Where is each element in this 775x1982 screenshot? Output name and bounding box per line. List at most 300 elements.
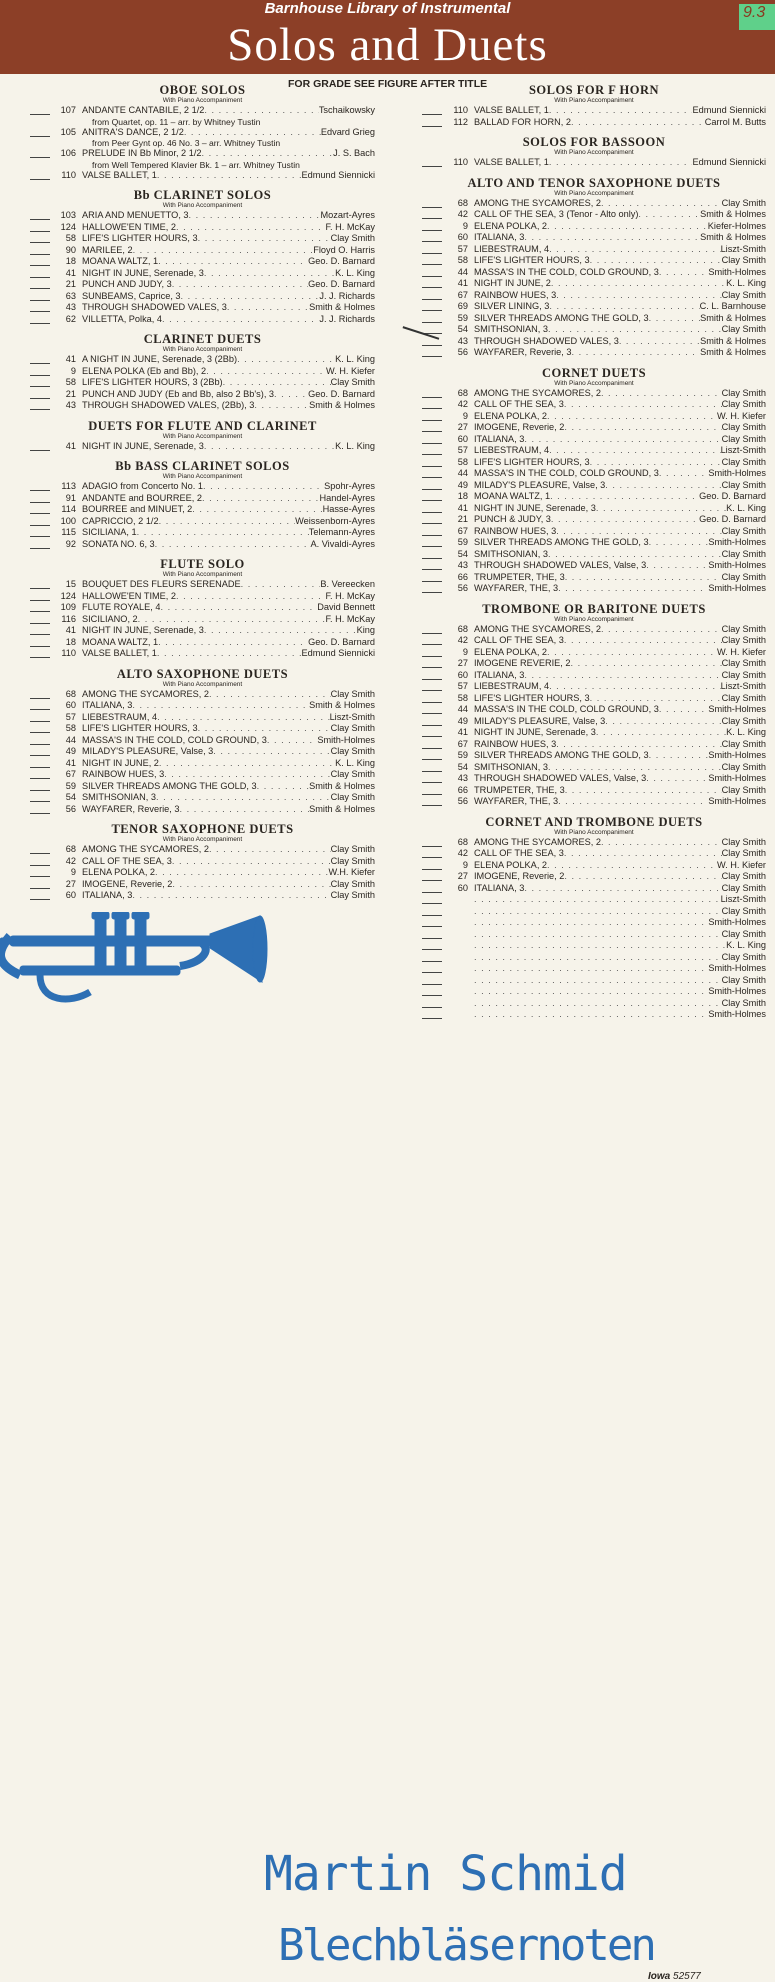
catalog-entry (30, 354, 375, 366)
leader-dots (132, 890, 330, 902)
entry-composer: Clay Smith (330, 792, 375, 802)
catalog-entry (422, 313, 766, 325)
catalog-entry (422, 583, 766, 595)
catalog-number: 56 (457, 583, 468, 593)
entry-composer: Clay Smith (721, 456, 766, 467)
entry-composer: Liszt-Smith (720, 894, 766, 904)
entry-title: RAINBOW HUES, 3 (474, 738, 557, 749)
catalog-entry (422, 750, 766, 762)
order-blank (422, 572, 442, 582)
catalog-number: 41 (65, 267, 76, 278)
catalog-entry (30, 625, 375, 637)
catalog-number: 41 (457, 502, 468, 513)
entry-composer: Clay Smith (330, 769, 375, 779)
entry-title: ELENA POLKA (Eb and Bb), 2 (82, 365, 207, 376)
entry-composer: F. H. McKay (325, 590, 375, 601)
catalog-number: 67 (457, 738, 468, 749)
order-blank (30, 614, 50, 624)
entry-title: NIGHT IN JUNE, Serenade, 3 (474, 502, 596, 513)
leader-dots (204, 268, 335, 280)
entry-composer: Clay Smith (721, 658, 766, 668)
entry-title: AMONG THE SYCAMORES, 2 (474, 836, 601, 847)
entry-composer: W. H. Kiefer (716, 410, 766, 421)
leader-dots (548, 549, 722, 561)
entry-title: WAYFARER, Reverie, 3 (474, 347, 572, 357)
section-subheading: With Piano Accompaniment (162, 473, 243, 480)
entry-title: VILLETTA, Polka, 4 (82, 313, 162, 324)
catalog-entry (30, 723, 375, 735)
leader-dots (160, 602, 317, 614)
leader-dots (180, 804, 310, 816)
entry-composer: Geo. D. Barnard (699, 514, 766, 524)
order-blank (422, 796, 442, 806)
entry-composer: K. L. King (335, 354, 375, 364)
catalog-entry (422, 324, 766, 336)
catalog-entry (422, 647, 766, 659)
entry-composer: Smith & Holmes (309, 400, 375, 410)
section-heading: CORNET AND TROMBONE DUETS (485, 814, 703, 829)
entry-title: ELENA POLKA, 2 (474, 220, 548, 231)
order-blank (422, 434, 442, 444)
catalog-entry (422, 704, 766, 716)
catalog-number: 42 (457, 848, 468, 858)
entry-title: LIEBESTRAUM, 4 (474, 681, 550, 691)
leader-dots (158, 637, 308, 649)
entry-title: SILVER LINING, 3 (474, 301, 550, 311)
entry-title: WAYFARER, THE, 3 (474, 583, 559, 593)
order-blank (30, 127, 50, 137)
leader-dots (172, 856, 331, 868)
catalog-entry (422, 503, 766, 515)
catalog-entry (422, 762, 766, 774)
entry-title: LIEBESTRAUM, 4 (474, 445, 550, 455)
catalog-number: 90 (65, 244, 76, 255)
leader-dots (237, 354, 335, 366)
catalog-number: 59 (457, 312, 468, 323)
order-blank (30, 700, 50, 710)
entry-title: LIEBESTRAUM, 4 (82, 711, 158, 722)
order-blank (30, 539, 50, 549)
order-blank (30, 746, 50, 756)
entry-title: ADAGIO from Concerto No. 1 (82, 481, 204, 491)
entry-title: ANDANTE and BOURREE, 2 (82, 492, 202, 503)
footer-address (648, 1971, 701, 1982)
entry-title: MILADY'S PLEASURE, Valse, 3 (474, 715, 606, 726)
catalog-number: 105 (60, 126, 76, 137)
entry-composer: Liszt-Smith (720, 681, 766, 691)
order-blank (422, 290, 442, 300)
catalog-number: 116 (61, 613, 76, 624)
catalog-number: 41 (65, 757, 76, 768)
entry-composer: A. Vivaldi-Ayres (310, 538, 375, 549)
catalog-number: 59 (457, 537, 468, 547)
catalog-entry (422, 347, 766, 359)
leader-dots (547, 411, 717, 423)
entry-composer: Edmund Siennicki (301, 648, 375, 658)
grade-note: FOR GRADE SEE FIGURE AFTER TITLE (288, 78, 488, 90)
entry-composer: Clay Smith (721, 928, 766, 939)
catalog-entry (422, 560, 766, 572)
catalog-number: 57 (457, 243, 468, 254)
order-blank (30, 314, 50, 324)
catalog-entry (30, 637, 375, 649)
catalog-number: 49 (457, 715, 468, 726)
catalog-entry (422, 716, 766, 728)
order-blank (422, 445, 442, 455)
entry-composer: Smith-Holmes (708, 1009, 766, 1019)
order-blank (30, 579, 50, 589)
entry-composer: Geo. D. Barnard (308, 636, 375, 647)
entry-composer: Smith-Holmes (708, 468, 766, 478)
catalog-entry (422, 670, 766, 682)
leader-dots (601, 198, 722, 210)
catalog-number: 68 (457, 387, 468, 398)
entry-composer: Clay Smith (721, 433, 766, 444)
order-blank (30, 758, 50, 768)
catalog-number: 60 (457, 882, 468, 893)
entry-composer: Smith-Holmes (708, 266, 766, 277)
catalog-entry (422, 411, 766, 423)
catalog-number: 44 (65, 734, 76, 745)
order-blank (422, 894, 442, 904)
catalog-entry (422, 837, 766, 849)
leader-dots (524, 232, 700, 244)
entry-composer: Smith & Holmes (700, 347, 766, 357)
leader-dots (619, 336, 700, 348)
catalog-number: 56 (457, 347, 468, 357)
entry-title: ITALIANA, 3 (82, 890, 133, 900)
leader-dots (206, 366, 326, 378)
leader-dots (184, 127, 321, 139)
catalog-number: 68 (457, 836, 468, 847)
catalog-entry (30, 493, 375, 505)
order-blank (422, 347, 442, 357)
order-blank (422, 301, 442, 311)
catalog-entry (422, 549, 766, 561)
catalog-entry (422, 883, 766, 895)
section-heading: TROMBONE OR BARITONE DUETS (482, 601, 706, 616)
entry-title: HALLOWE'EN TIME, 2 (82, 590, 176, 601)
catalog-number: 69 (457, 301, 468, 311)
order-blank (30, 769, 50, 779)
order-blank (422, 209, 442, 219)
entry-composer: Edvard Grieg (320, 126, 375, 137)
leader-dots (549, 681, 721, 693)
catalog-number: 60 (457, 232, 468, 242)
entry-title: MASSA'S IN THE COLD, COLD GROUND, 3 (82, 734, 267, 745)
entry-composer: Clay Smith (721, 951, 766, 962)
entry-composer: Floyd O. Harris (313, 244, 375, 255)
entry-title: SUNBEAMS, Caprice, 3 (82, 290, 181, 301)
order-blank (422, 278, 442, 288)
entry-composer: Smith-Holmes (708, 986, 766, 996)
entry-composer: Smith-Holmes (708, 750, 766, 760)
leader-dots (550, 491, 699, 503)
catalog-entry (30, 210, 375, 222)
footer-city: Iowa (648, 1971, 671, 1982)
leader-dots (274, 389, 308, 401)
catalog-number (446, 894, 468, 906)
catalog-entry (30, 148, 375, 160)
catalog-entry (422, 468, 766, 480)
catalog-entry (422, 422, 766, 434)
entry-title: SILVER THREADS AMONG THE GOLD, 3 (82, 780, 257, 791)
entry-title: CALL OF THE SEA, 3 (82, 855, 172, 866)
catalog-entry (30, 105, 375, 117)
catalog-entry (422, 480, 766, 492)
entry-composer: Clay Smith (721, 669, 766, 680)
entry-title: TRUMPETER, THE, 3 (474, 571, 565, 582)
order-blank (422, 871, 442, 881)
leader-dots (547, 860, 717, 872)
catalog-number: 42 (457, 399, 468, 409)
order-blank (422, 411, 442, 421)
section-subheading: With Piano Accompaniment (162, 680, 243, 688)
catalog-entry (30, 648, 375, 660)
entry-composer: Smith & Holmes (309, 302, 375, 312)
catalog-entry (422, 434, 766, 446)
entry-composer: J. J. Richards (319, 290, 375, 301)
order-blank (30, 302, 50, 312)
section-heading: ALTO AND TENOR SAXOPHONE DUETS (467, 175, 721, 190)
catalog-entry (422, 773, 766, 785)
section-subheading: With Piano Accompaniment (162, 571, 243, 578)
catalog-entry (422, 624, 766, 636)
entry-title: RAINBOW HUES, 3 (82, 769, 165, 779)
catalog-number: 59 (65, 780, 76, 791)
catalog-number: 21 (65, 388, 76, 399)
entry-title: ELENA POLKA, 2 (474, 410, 548, 421)
entry-composer: Clay Smith (330, 855, 375, 866)
order-blank (422, 537, 442, 547)
leader-dots (172, 279, 308, 291)
entry-title: AMONG THE SYCAMORES, 2 (474, 197, 601, 208)
catalog-number: 27 (457, 422, 468, 432)
entry-composer: Clay Smith (330, 890, 375, 900)
entry-composer: Clay Smith (721, 882, 766, 893)
order-blank (422, 232, 442, 242)
entry-composer: Hasse-Ayres (322, 504, 375, 514)
order-blank (422, 549, 442, 559)
leader-dots (162, 314, 319, 326)
entry-title: MOANA WALTZ, 1 (82, 256, 159, 266)
catalog-number: 21 (457, 514, 468, 524)
leader-dots (571, 658, 722, 670)
catalog-number: 42 (457, 635, 468, 645)
brand-line-1: Martin Schmid (264, 1846, 627, 1902)
leader-dots (164, 769, 330, 781)
leader-dots (548, 324, 722, 336)
entry-composer: Smith-Holmes (317, 734, 375, 745)
entry-composer: Geo. D. Barnard (308, 388, 375, 399)
entry-composer: Smith-Holmes (708, 963, 766, 973)
entry-title: RAINBOW HUES, 3 (474, 289, 557, 300)
entry-composer: Smith-Holmes (708, 560, 766, 570)
entry-composer: Clay Smith (721, 784, 766, 795)
order-blank (30, 591, 50, 601)
leader-dots (551, 514, 699, 526)
entry-composer: K. L. King (335, 267, 375, 278)
catalog-number: 67 (457, 289, 468, 300)
entry-title: NIGHT IN JUNE, Serenade, 3 (82, 440, 204, 451)
catalog-number: 43 (457, 773, 468, 783)
leader-dots (564, 848, 722, 860)
entry-title: ANITRA'S DANCE, 2 1/2 (82, 126, 184, 137)
entry-title: SONATA NO. 6, 3 (82, 538, 155, 549)
leader-dots (133, 245, 314, 257)
order-blank (30, 256, 50, 266)
entry-title: BALLAD FOR HORN, 2 (474, 116, 572, 127)
catalog-number: 49 (457, 479, 468, 490)
entry-title: A NIGHT IN JUNE, Serenade, 3 (2Bb) (82, 354, 238, 364)
entry-title: THROUGH SHADOWED VALES, Valse, 3 (474, 773, 647, 783)
order-blank (422, 399, 442, 409)
order-blank (422, 117, 442, 127)
entry-title: AMONG THE SYCAMORES, 2 (474, 387, 601, 398)
entry-composer: Handel-Ayres (319, 492, 375, 503)
entry-composer: Smith-Holmes (708, 704, 766, 714)
entry-composer: Clay Smith (721, 422, 766, 432)
catalog-entry (30, 314, 375, 326)
entry-title: ELENA POLKA, 2 (474, 859, 548, 870)
order-blank (422, 670, 442, 680)
left-column (30, 84, 375, 910)
leader-dots (564, 399, 722, 411)
entry-title: MOANA WALTZ, 1 (82, 636, 159, 647)
entry-title: RAINBOW HUES, 3 (474, 525, 557, 536)
leader-dots (547, 647, 717, 659)
catalog-number: 41 (65, 354, 76, 364)
catalog-number: 109 (60, 602, 76, 612)
order-blank (30, 648, 50, 658)
leader-dots (132, 700, 309, 712)
entry-composer: F. H. McKay (325, 613, 375, 624)
leader-dots (158, 256, 308, 268)
leader-dots (524, 434, 721, 446)
entry-composer: Clay Smith (330, 377, 375, 387)
catalog-number: 9 (462, 646, 468, 657)
entry-title: ITALIANA, 3 (474, 232, 525, 242)
entry-composer: Clay Smith (721, 692, 766, 703)
entry-title: ANDANTE CANTABILE, 2 1/2 (82, 105, 205, 115)
catalog-number: 43 (65, 302, 76, 312)
catalog-entry (30, 856, 375, 868)
entry-title: MOANA WALTZ, 1 (474, 491, 551, 501)
entry-title: MASSA'S IN THE COLD, COLD GROUND, 3 (474, 468, 659, 478)
entry-composer: Clay Smith (721, 548, 766, 559)
section-subheading: With Piano Accompaniment (554, 615, 634, 623)
entry-title: THROUGH SHADOWED VALES, (2Bb), 3 (82, 400, 255, 410)
leader-dots (556, 290, 721, 302)
leader-dots (209, 689, 331, 701)
entry-title: LIFE'S LIGHTER HOURS, 3 (474, 456, 590, 467)
catalog-entry (30, 746, 375, 758)
entry-title: LIEBESTRAUM, 4 (474, 243, 550, 254)
entry-composer: Clay Smith (330, 233, 375, 243)
catalog-number: 66 (457, 571, 468, 582)
entry-title: NIGHT IN JUNE, 2 (474, 278, 551, 288)
entry-composer: Clay Smith (721, 997, 766, 1008)
catalog-number: 41 (65, 625, 76, 635)
catalog-number: 43 (457, 560, 468, 570)
catalog-entry (30, 268, 375, 280)
catalog-entry (30, 769, 375, 781)
entry-composer: Clay Smith (721, 871, 766, 881)
catalog-entry (422, 739, 766, 751)
catalog-number: 112 (453, 116, 468, 127)
entry-title: IMOGENE REVERIE, 2 (474, 658, 571, 668)
entry-composer: Smith & Holmes (309, 780, 375, 791)
entry-title: PUNCH & JUDY, 3 (474, 514, 551, 524)
catalog-number: 58 (65, 377, 76, 387)
section-subheading: With Piano Accompaniment (162, 202, 243, 209)
entry-title: NIGHT IN JUNE, 2 (82, 757, 159, 768)
entry-composer: Weissenborn-Ayres (295, 515, 375, 526)
order-blank (30, 625, 50, 635)
leader-dots (646, 560, 708, 572)
entry-composer: Clay Smith (721, 399, 766, 409)
catalog-entry (30, 170, 375, 182)
catalog-number: 67 (65, 769, 76, 779)
entry-composer: Clay Smith (721, 479, 766, 490)
leader-dots (155, 867, 329, 879)
order-blank (30, 844, 50, 854)
catalog-entry (422, 290, 766, 302)
section-heading: Bb BASS CLARINET SOLOS (115, 459, 290, 473)
section-gap (30, 902, 375, 910)
catalog-entry (30, 279, 375, 291)
entry-composer: Clay Smith (721, 836, 766, 847)
catalog-number: 58 (457, 692, 468, 703)
entry-title: ITALIANA, 3 (474, 882, 525, 893)
entry-title: SILVER THREADS AMONG THE GOLD, 3 (474, 537, 649, 547)
entry-composer: Clay Smith (721, 255, 766, 265)
entry-composer: Geo. D. Barnard (699, 491, 766, 501)
catalog-entry (30, 712, 375, 724)
entry-composer: J. J. Richards (319, 313, 375, 324)
order-blank (30, 493, 50, 503)
catalog-number: 91 (65, 492, 76, 503)
catalog-entry (30, 441, 375, 453)
catalog-entry (30, 579, 375, 591)
entry-composer: Clay Smith (721, 974, 766, 985)
entry-composer: Telemann-Ayres (308, 527, 375, 537)
leader-dots (565, 572, 722, 584)
catalog-entry (422, 526, 766, 538)
entry-title: VALSE BALLET, 1 (82, 169, 157, 180)
order-blank (422, 514, 442, 524)
leader-dots (558, 796, 708, 808)
entry-title: WAYFARER, Reverie, 3 (82, 803, 180, 814)
order-blank (422, 105, 442, 115)
leader-dots (202, 493, 320, 505)
order-blank (30, 792, 50, 802)
entry-title: MILADY'S PLEASURE, Valse, 3 (474, 479, 606, 490)
entry-composer: Liszt-Smith (329, 711, 375, 722)
leader-dots (596, 503, 726, 515)
entry-composer: K. L. King (726, 278, 766, 288)
entry-title: SMITHSONIAN, 3 (474, 761, 549, 772)
leader-dots (571, 117, 705, 129)
leader-dots (176, 591, 325, 603)
leader-dots (137, 527, 309, 539)
leader-dots (601, 388, 722, 400)
catalog-number: 43 (65, 400, 76, 410)
entry-composer: Liszt-Smith (720, 243, 766, 254)
order-blank (30, 723, 50, 733)
catalog-number: 113 (61, 481, 76, 491)
entry-composer: Smith-Holmes (708, 537, 766, 547)
